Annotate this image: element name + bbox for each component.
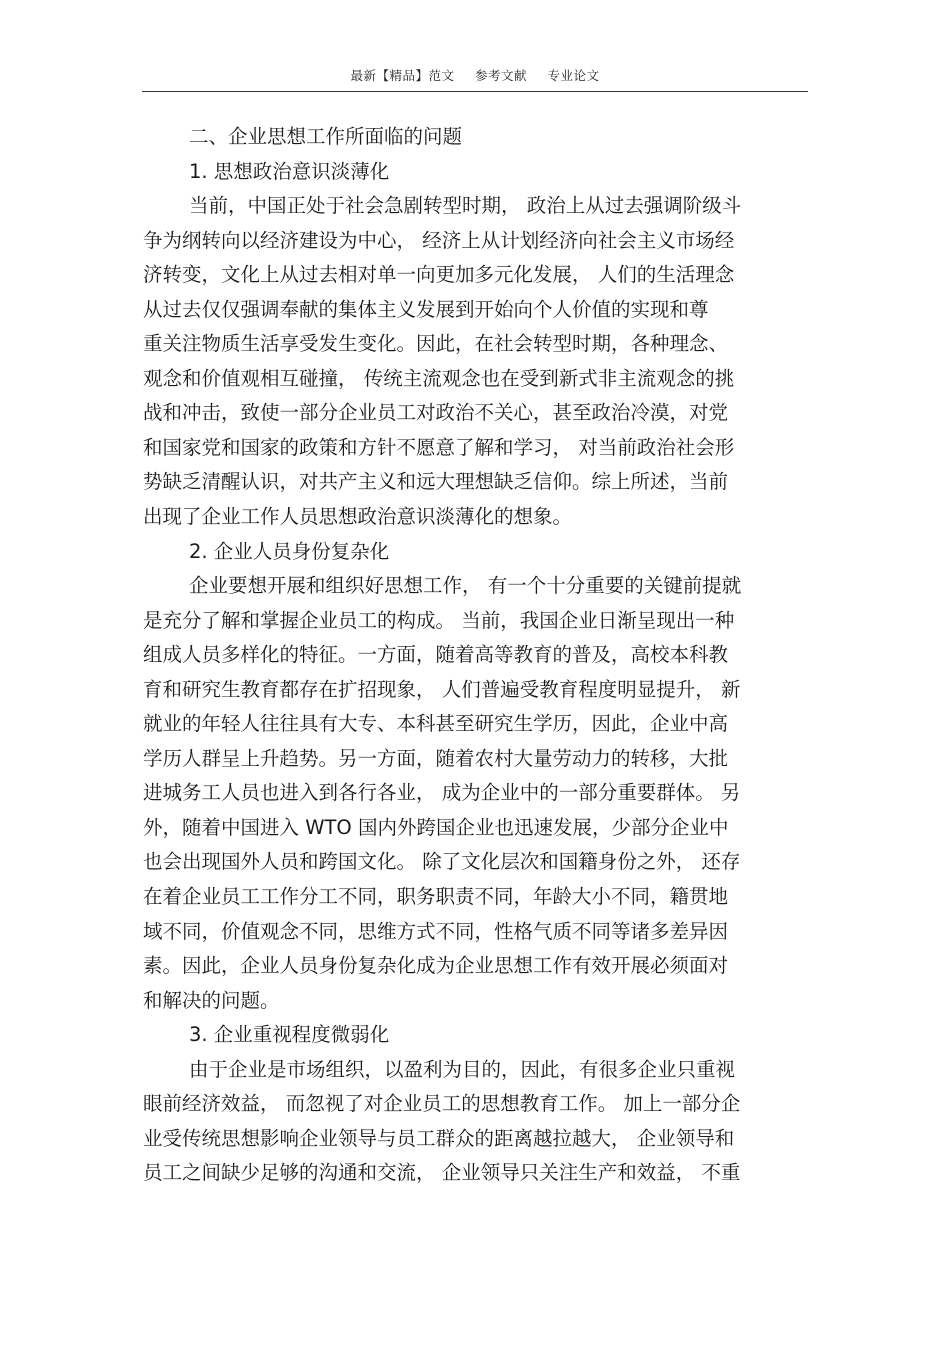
text-line: 从过去仅仅强调奉献的集体主义发展到开始向个人价值的实现和尊 [143,297,709,321]
text-line: 战和冲击，致使一部分企业员工对政治不关心，甚至政治冷漠，对党 [143,401,729,425]
text-line: 重关注物质生活享受发生变化。因此，在社会转型时期，各种理念、 [143,332,729,356]
text-line: 进城务工人员也进入到各行各业， 成为企业中的一部分重要群体。 另 [143,781,741,805]
text-line: 学历人群呈上升趋势。另一方面，随着农村大量劳动力的转移，大批 [143,746,729,770]
text-line: 3. 企业重视程度微弱化 [189,1023,390,1047]
text-line: 是充分了解和掌握企业员工的构成。 当前，我国企业日渐呈现出一种 [143,608,735,632]
text-line: 二、企业思想工作所面临的问题 [189,125,463,148]
header-item: 最新【精品】范文 [350,68,455,83]
text-line: 域不同，价值观念不同，思维方式不同，性格气质不同等诸多差异因 [143,919,729,943]
text-line: 由于企业是市场组织，以盈利为目的，因此，有很多企业只重视 [189,1057,736,1081]
text-line: 当前，中国正处于社会急剧转型时期， 政治上从过去强调阶级斗 [189,194,742,218]
text-line: 争为纲转向以经济建设为中心， 经济上从计划经济向社会主义市场经 [143,228,735,252]
text-line: 组成人员多样化的特征。一方面，随着高等教育的普及，高校本科教 [143,643,729,667]
text-line: 势缺乏清醒认识，对共产主义和远大理想缺乏信仰。综上所述，当前 [143,470,729,494]
text-line: 外，随着中国进入 WTO 国内外跨国企业也迅速发展，少部分企业中 [143,815,729,839]
text-line: 员工之间缺少足够的沟通和交流， 企业领导只关注生产和效益， 不重 [143,1161,741,1185]
text-line: 就业的年轻人往往具有大专、本科甚至研究生学历，因此，企业中高 [143,712,729,736]
text-line: 企业要想开展和组织好思想工作， 有一个十分重要的关键前提就 [189,574,742,598]
text-line: 观念和价值观相互碰撞， 传统主流观念也在受到新式非主流观念的挑 [143,366,735,390]
text-line: 业受传统思想影响企业领导与员工群众的距离越拉越大， 企业领导和 [143,1126,735,1150]
text-line: 在着企业员工工作分工不同，职务职责不同，年龄大小不同，籍贯地 [143,885,729,909]
text-line: 眼前经济效益， 而忽视了对企业员工的思想教育工作。 加上一部分企 [143,1092,741,1116]
text-line: 1. 思想政治意识淡薄化 [189,159,390,183]
text-line: 育和研究生教育都存在扩招现象， 人们普遍受教育程度明显提升， 新 [143,677,741,701]
text-line: 素。因此，企业人员身份复杂化成为企业思想工作有效开展必须面对 [143,954,729,978]
header-item: 专业论文 [547,68,600,83]
text-line: 出现了企业工作人员思想政治意识淡薄化的想象。 [143,505,573,529]
text-line: 也会出现国外人员和跨国文化。 除了文化层次和国籍身份之外， 还存 [143,850,741,874]
text-line: 和国家党和国家的政策和方针不愿意了解和学习， 对当前政治社会形 [143,435,735,459]
document-body [143,120,807,1191]
page-header [142,66,808,84]
text-line: 2. 企业人员身份复杂化 [189,539,390,563]
header-rule [142,91,808,92]
text-line: 和解决的问题。 [143,988,280,1012]
header-item: 参考文献 [474,68,527,83]
text-line: 济转变，文化上从过去相对单一向更加多元化发展， 人们的生活理念 [143,263,735,287]
